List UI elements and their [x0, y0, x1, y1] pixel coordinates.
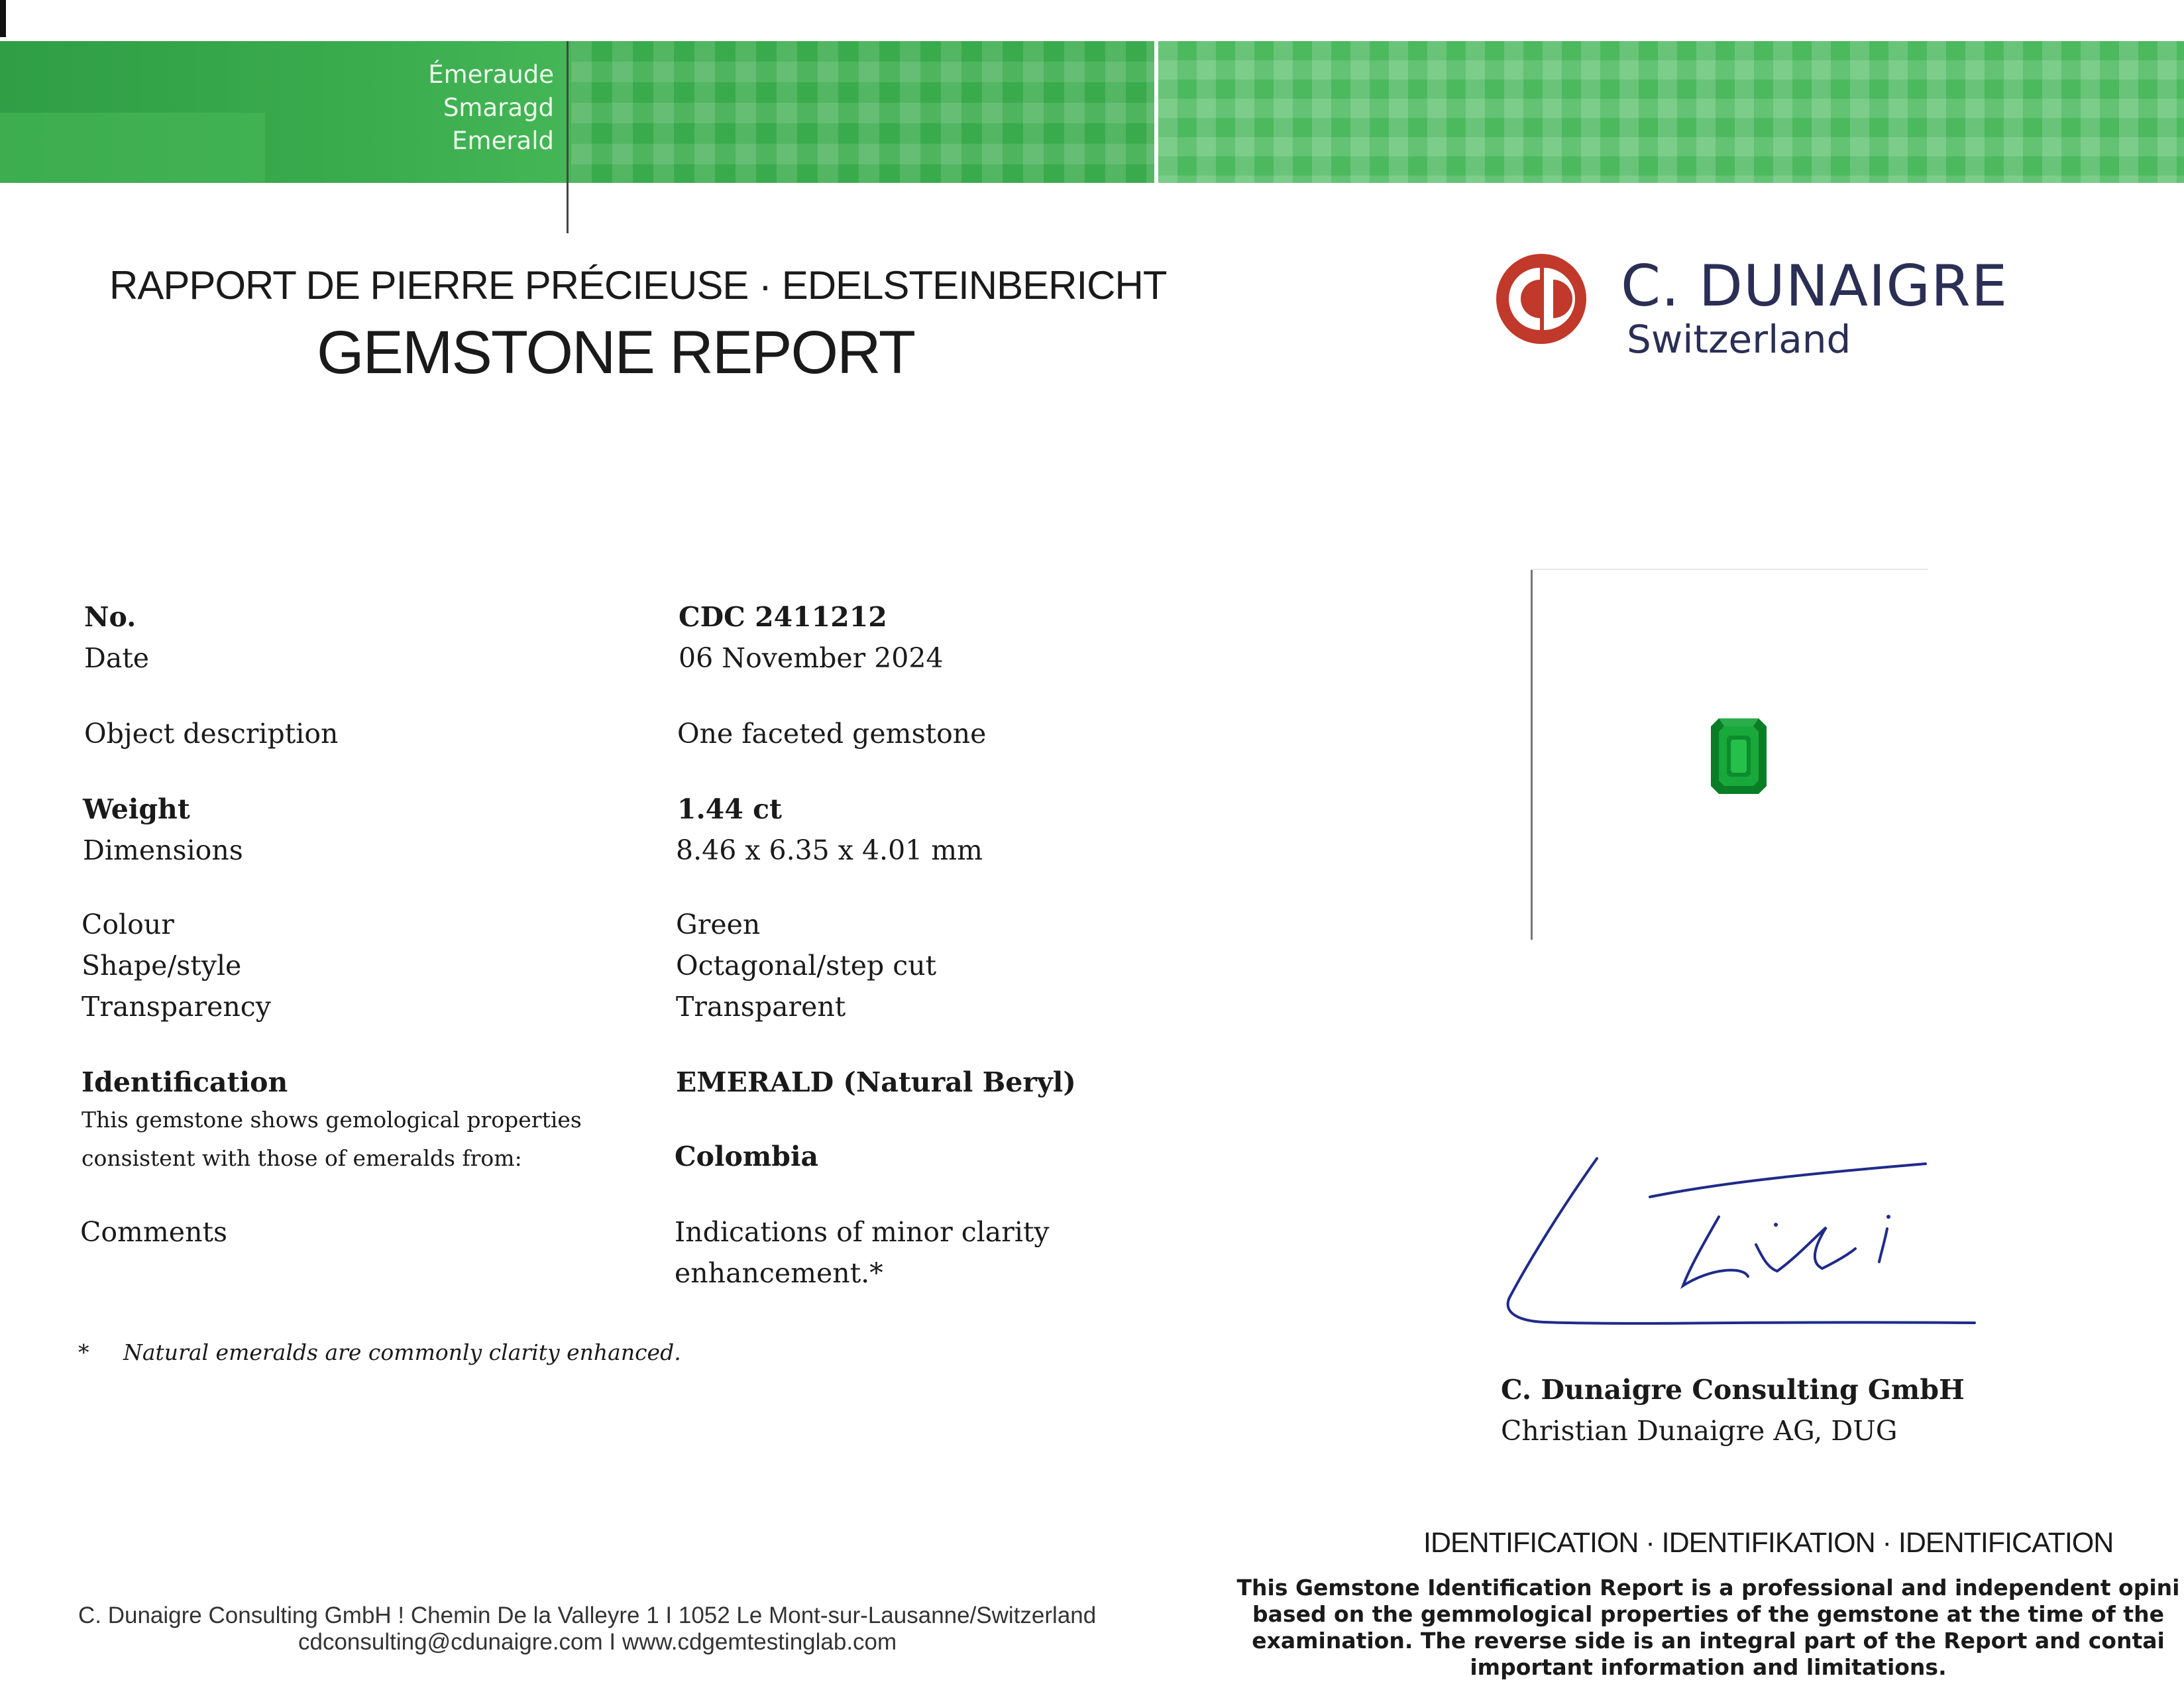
- disclaimer-line: important information and limitations.: [1470, 1654, 1947, 1680]
- value-comments-line2: enhancement.*: [675, 1257, 883, 1289]
- disclaimer-line: examination. The reverse side is an integral part of the Report and contai: [1252, 1628, 2165, 1654]
- disclaimer-line: This Gemstone Identification Report is a professional and independent opini: [1236, 1575, 2180, 1601]
- gem-name-fr: Émeraude: [428, 60, 554, 89]
- value-dimensions: 8.46 x 6.35 x 4.01 mm: [676, 834, 983, 866]
- value-shape: Octagonal/step cut: [676, 950, 937, 982]
- label-object: Object description: [84, 718, 339, 750]
- label-shape: Shape/style: [82, 950, 242, 982]
- gem-name-en: Emerald: [452, 127, 554, 155]
- header-divider-line: [567, 41, 569, 233]
- footnote-mark: *: [78, 1339, 89, 1365]
- label-date: Date: [84, 642, 150, 674]
- value-no: CDC 2411212: [679, 601, 887, 633]
- footnote-text: Natural emeralds are commonly clarity enhanced.: [123, 1339, 681, 1365]
- brand-country: Switzerland: [1627, 317, 1851, 362]
- value-date: 06 November 2024: [679, 642, 944, 674]
- signature-image: [1491, 1132, 1994, 1351]
- value-object: One faceted gemstone: [677, 718, 987, 750]
- header-band-pattern-right: [1158, 41, 2184, 183]
- label-comments: Comments: [80, 1216, 227, 1248]
- identification-note-line1: This gemstone shows gemological properties: [82, 1107, 582, 1133]
- label-no: No.: [84, 601, 136, 633]
- report-subtitle: RAPPORT DE PIERRE PRÉCIEUSE · EDELSTEINBERICHT: [109, 263, 1167, 308]
- brand-name: C. DUNAIGRE: [1621, 253, 2008, 319]
- label-dimensions: Dimensions: [83, 834, 243, 866]
- disclaimer-text: [1232, 1575, 2184, 1681]
- label-weight: Weight: [83, 793, 190, 825]
- identification-note-line2: consistent with those of emeralds from:: [82, 1145, 522, 1171]
- report-title: GEMSTONE REPORT: [317, 319, 915, 386]
- identification-heading: IDENTIFICATION · IDENTIFIKATION · IDENTIFICATION: [1423, 1527, 2114, 1559]
- emerald-gem-image: [1710, 717, 1768, 795]
- value-comments-line1: Indications of minor clarity: [675, 1216, 1050, 1248]
- signer-company: C. Dunaigre Consulting GmbH: [1501, 1374, 1965, 1406]
- value-origin: Colombia: [675, 1141, 819, 1172]
- disclaimer-line: based on the gemmological properties of the gemstone at the time of the: [1252, 1601, 2164, 1627]
- label-colour: Colour: [82, 909, 174, 940]
- photo-frame-edge: [1531, 569, 1533, 940]
- header-band-block: [0, 113, 265, 183]
- header-band-pattern: [571, 41, 1154, 183]
- signer-person: Christian Dunaigre AG, DUG: [1501, 1415, 1898, 1447]
- label-transparency: Transparency: [82, 991, 271, 1023]
- value-colour: Green: [676, 909, 761, 940]
- value-weight: 1.44 ct: [677, 793, 783, 825]
- label-identification: Identification: [82, 1066, 288, 1098]
- value-transparency: Transparent: [676, 991, 846, 1023]
- gem-name-de: Smaragd: [443, 93, 554, 122]
- gem-name-translations: [345, 58, 554, 158]
- photo-frame-top-edge: [1531, 569, 1928, 570]
- footer-contact: cdconsulting@cdunaigre.com I www.cdgemtestinglab.com: [298, 1629, 897, 1655]
- corner-mark: [0, 0, 6, 37]
- footer-address: C. Dunaigre Consulting GmbH ! Chemin De la Valleyre 1 I 1052 Le Mont-sur-Lausanne/Switzerland: [78, 1602, 1097, 1628]
- value-identification: EMERALD (Natural Beryl): [676, 1066, 1076, 1098]
- cd-logo-icon: [1494, 253, 1589, 345]
